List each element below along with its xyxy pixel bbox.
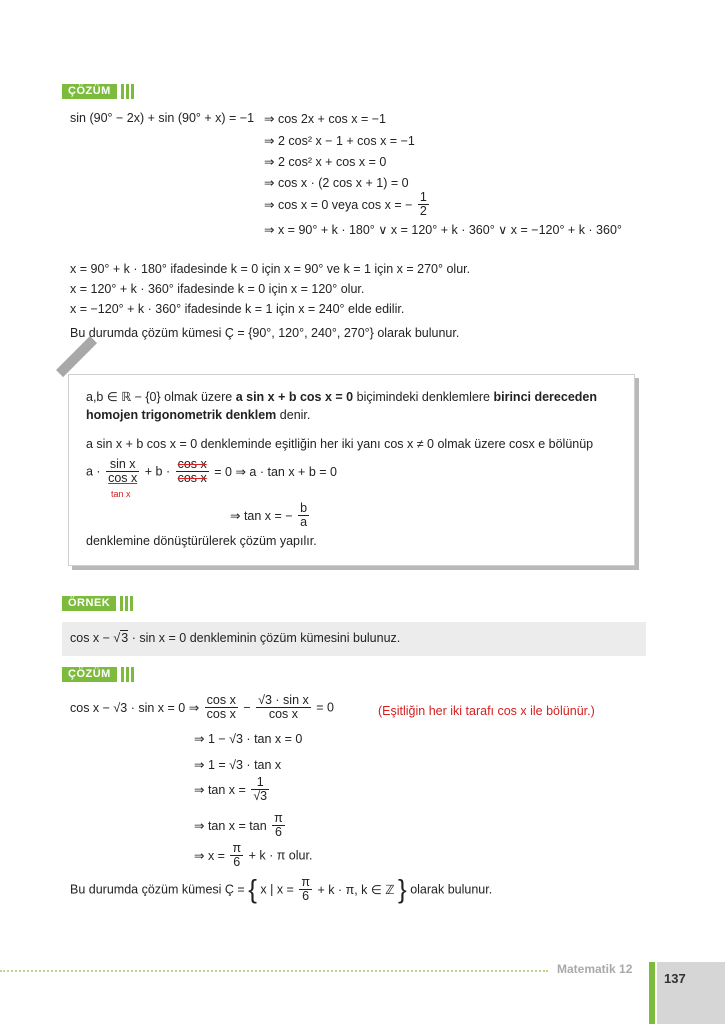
sol2-l5-a: ⇒ tan x = tan bbox=[194, 819, 267, 834]
frac-sqrt3sinx-cosx bbox=[256, 694, 311, 721]
def-line5-prefix: ⇒ tan x = − bbox=[230, 509, 293, 524]
frac-b-a bbox=[298, 502, 309, 529]
sol2-line1 bbox=[70, 694, 334, 721]
sol2-final-set-a: x | x = bbox=[260, 882, 294, 897]
def-line1-bold2: birinci dereceden bbox=[493, 390, 597, 404]
frac-1-sqrt3 bbox=[251, 776, 269, 803]
eq-line1-right: ⇒ cos 2x + cos x = −1 bbox=[264, 112, 386, 126]
def-line3: a sin x + b cos x = 0 denkleminde eşitliğin her iki yanı cos x ≠ 0 olmak üzere cosx e bölünüp bbox=[86, 437, 594, 451]
def-line1-a: a,b ∈ ℝ − {0} olmak üzere bbox=[86, 390, 236, 404]
sol2-l5-den: 6 bbox=[274, 825, 282, 840]
sol2-f2-den: cos x bbox=[268, 707, 299, 722]
frac5-num: b bbox=[300, 501, 308, 515]
frac2-num: cos x bbox=[177, 457, 207, 471]
example-tag bbox=[62, 596, 133, 611]
eq-line4: ⇒ cos x · (2 cos x + 1) = 0 bbox=[264, 176, 409, 190]
eq-line1-left: sin (90° − 2x) + sin (90° + x) = −1 bbox=[70, 111, 255, 125]
example-tag-label: ÖRNEK bbox=[62, 596, 116, 611]
sol2-final-b: olarak bulunur. bbox=[410, 882, 493, 897]
eq-line2: ⇒ 2 cos² x − 1 + cos x = −1 bbox=[264, 134, 415, 148]
sol2-line3: ⇒ 1 = √3 · tan x bbox=[194, 758, 282, 772]
sol2-l6-den: 6 bbox=[233, 855, 241, 870]
solution-tag-label: ÇÖZÜM bbox=[62, 84, 117, 99]
def-line4-prefix: a · bbox=[86, 464, 101, 479]
sol2-l4-num: 1 bbox=[251, 776, 269, 790]
sqrt-sign-icon: √ bbox=[113, 631, 121, 645]
minus-sign: − bbox=[243, 700, 251, 715]
sol2-f1-den: cos x bbox=[206, 707, 236, 722]
sol2-l1-end: = 0 bbox=[316, 700, 334, 715]
left-brace-icon: { bbox=[248, 874, 257, 904]
def-line4 bbox=[86, 458, 337, 485]
text-line2: x = 120° + k · 360° ifadesinde k = 0 için x = 120° olur. bbox=[70, 282, 365, 296]
example-question bbox=[70, 631, 400, 645]
sqrt-value: 3 bbox=[121, 631, 129, 645]
def-line4-rest: = 0 ⇒ a · tan x + b = 0 bbox=[214, 465, 337, 480]
fraction-one-half bbox=[418, 191, 429, 218]
sol2-line4 bbox=[194, 776, 271, 803]
frac-pi-6-b bbox=[230, 842, 243, 869]
tag-bars-icon bbox=[119, 667, 134, 682]
example-text-a: cos x − bbox=[70, 631, 114, 645]
page-accent-bar bbox=[649, 962, 655, 1024]
eq-line5 bbox=[264, 191, 431, 218]
sol2-l4-den: √3 bbox=[253, 789, 268, 804]
def-line1-bold: a sin x + b cos x = 0 bbox=[235, 390, 354, 404]
sol2-l4-a: ⇒ tan x = bbox=[194, 783, 246, 798]
sol2-line5 bbox=[194, 812, 287, 839]
eq-line6: ⇒ x = 90° + k · 180° ∨ x = 120° + k · 360° ∨ x = −120° + k · 360° bbox=[264, 223, 622, 237]
def-line2-b: denir. bbox=[276, 408, 311, 422]
tag-bars-icon bbox=[118, 596, 133, 611]
def-line6: denklemine dönüştürülerek çözüm yapılır. bbox=[86, 534, 317, 548]
sol2-final bbox=[70, 874, 492, 905]
tag-bars-icon bbox=[119, 84, 134, 99]
frac-sinx-cosx bbox=[106, 458, 139, 485]
frac-num: 1 bbox=[419, 190, 427, 204]
sol2-l6-b: + k · π olur. bbox=[248, 848, 313, 863]
sol2-line2: ⇒ 1 − √3 · tan x = 0 bbox=[194, 732, 303, 746]
solution-tag-label: ÇÖZÜM bbox=[62, 667, 117, 682]
sol2-f1-num: cos x bbox=[206, 693, 236, 707]
text-line1: x = 90° + k · 180° ifadesinde k = 0 için x = 90° ve k = 1 için x = 270° olur. bbox=[70, 262, 471, 276]
eq-line5-text: ⇒ cos x = 0 veya cos x = − bbox=[264, 198, 413, 213]
def-line2-bold: homojen trigonometrik denklem bbox=[86, 408, 277, 422]
sol2-l1-a: cos x − √3 · sin x = 0 ⇒ bbox=[70, 701, 200, 716]
text-line4: Bu durumda çözüm kümesi Ç = {90°, 120°, 240°, 270°} olarak bulunur. bbox=[70, 326, 460, 340]
example-text-b: · sin x = 0 denkleminin çözüm kümesini bulunuz. bbox=[128, 631, 401, 645]
text-line3: x = −120° + k · 360° ifadesinde k = 1 için x = 240° elde edilir. bbox=[70, 302, 405, 316]
frac-pi-6-c bbox=[299, 876, 312, 903]
tan-label: tan x bbox=[111, 489, 131, 499]
sol2-line6 bbox=[194, 842, 312, 869]
def-line1-b: biçimindeki denklemlere bbox=[353, 390, 494, 404]
sol2-l5-num: π bbox=[274, 811, 283, 825]
sol2-f2-num: √3 · sin x bbox=[258, 693, 309, 707]
sol2-final-a: Bu durumda çözüm kümesi Ç = bbox=[70, 882, 245, 897]
sol2-l6-num: π bbox=[232, 841, 242, 855]
frac-cosx-cosx bbox=[176, 458, 209, 485]
frac1-num: sin x bbox=[106, 458, 139, 472]
book-title: Matematik 12 bbox=[557, 962, 633, 976]
frac2-den: cos x bbox=[177, 471, 207, 486]
right-brace-icon: } bbox=[398, 874, 407, 904]
eq-line3: ⇒ 2 cos² x + cos x = 0 bbox=[264, 155, 387, 169]
solution-tag-2 bbox=[62, 667, 134, 682]
sol2-final-num: π bbox=[301, 874, 310, 889]
solution-tag-1 bbox=[62, 84, 134, 99]
sol2-final-den: 6 bbox=[302, 889, 310, 903]
def-line5 bbox=[230, 502, 311, 529]
sol2-l6-a: ⇒ x = bbox=[194, 849, 225, 864]
frac-cosx-cosx-2 bbox=[205, 694, 238, 721]
frac-pi-6 bbox=[272, 812, 285, 839]
footer-dotted-rule bbox=[0, 970, 548, 972]
frac1-den: cos x bbox=[108, 471, 138, 486]
def-line1 bbox=[86, 389, 597, 404]
page-number: 137 bbox=[664, 971, 686, 986]
frac5-den: a bbox=[300, 515, 308, 530]
division-note: (Eşitliğin her iki tarafı cos x ile bölünür.) bbox=[378, 704, 595, 718]
def-line4-mid: + b · bbox=[144, 464, 171, 479]
def-line2 bbox=[86, 408, 310, 422]
corner-ribbon bbox=[56, 336, 97, 377]
sol2-final-set-b: + k · π, k ∈ ℤ bbox=[317, 883, 395, 897]
frac-den: 2 bbox=[419, 204, 427, 219]
